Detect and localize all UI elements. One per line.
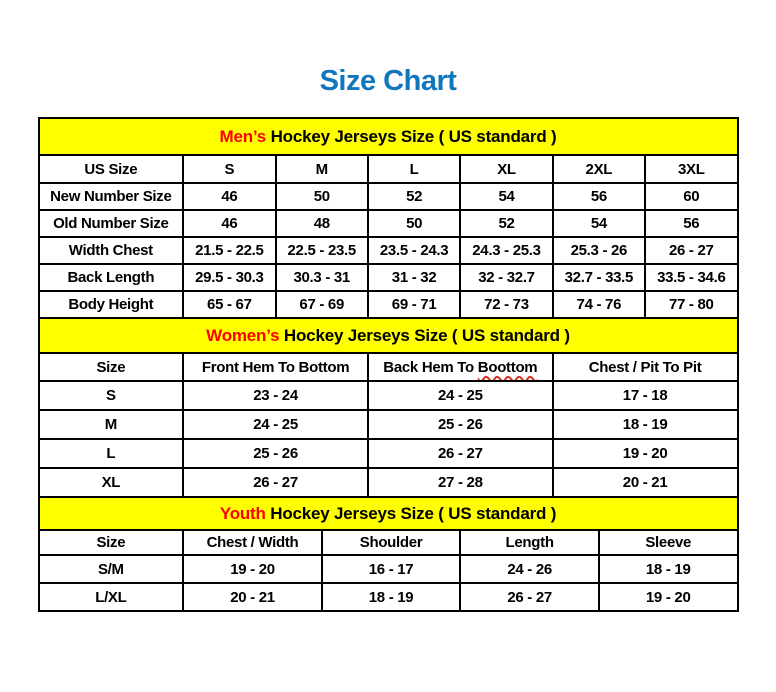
size-cell: 32.7 - 33.5: [553, 264, 645, 291]
youth-section-title: [39, 497, 738, 530]
col-header-text: Back Hem To: [383, 358, 478, 376]
size-cell: 16 - 17: [322, 555, 461, 583]
size-cell: 69 - 71: [368, 291, 460, 318]
youth-row-s-m: [39, 555, 738, 583]
size-cell: 54: [553, 210, 645, 237]
youth-size-table: [38, 496, 739, 612]
youth-col-header-sleeve: Sleeve: [599, 530, 738, 555]
row-label: L: [39, 439, 184, 468]
womens-col-header-chest-pit-to-pit: Chest / Pit To Pit: [553, 353, 738, 381]
size-cell: 18 - 19: [599, 555, 738, 583]
size-cell: 31 - 32: [368, 264, 460, 291]
size-tables: [38, 117, 739, 612]
womens-size-table: [38, 317, 739, 498]
row-label: Body Height: [39, 291, 184, 318]
size-cell: 46: [183, 210, 275, 237]
size-cell: 20 - 21: [183, 583, 322, 611]
row-label: L/XL: [39, 583, 184, 611]
size-cell: 74 - 76: [553, 291, 645, 318]
womens-row-l: [39, 439, 738, 468]
size-cell: 29.5 - 30.3: [183, 264, 275, 291]
womens-section-title-highlight: Women’s: [206, 325, 280, 345]
youth-col-header-length: Length: [460, 530, 599, 555]
youth-section-title-highlight: Youth: [219, 503, 266, 523]
size-cell: 50: [368, 210, 460, 237]
womens-section-title: [39, 318, 738, 353]
mens-row-old-number-size: [39, 210, 738, 237]
size-cell: 19 - 20: [599, 583, 738, 611]
row-label: M: [39, 410, 184, 439]
size-cell: 23.5 - 24.3: [368, 237, 460, 264]
size-cell: 23 - 24: [183, 381, 368, 410]
size-cell: 24.3 - 25.3: [460, 237, 552, 264]
row-label: XL: [39, 468, 184, 497]
page-title: Size Chart: [319, 65, 457, 97]
mens-col-header-3xl: 3XL: [645, 155, 737, 183]
row-label: Old Number Size: [39, 210, 184, 237]
size-cell: 46: [183, 183, 275, 210]
size-cell: 25 - 26: [183, 439, 368, 468]
womens-section-band: [39, 318, 738, 353]
size-cell: 26 - 27: [645, 237, 737, 264]
size-cell: 24 - 26: [460, 555, 599, 583]
size-cell: 20 - 21: [553, 468, 738, 497]
size-cell: 25.3 - 26: [553, 237, 645, 264]
womens-col-header-back-hem-to-boottom: [368, 353, 553, 381]
size-cell: 54: [460, 183, 552, 210]
size-cell: 52: [368, 183, 460, 210]
womens-row-xl: [39, 468, 738, 497]
womens-column-header-row: [39, 353, 738, 381]
size-cell: 18 - 19: [553, 410, 738, 439]
size-cell: 21.5 - 22.5: [183, 237, 275, 264]
size-cell: 50: [276, 183, 368, 210]
size-cell: 30.3 - 31: [276, 264, 368, 291]
youth-col-header-size: Size: [39, 530, 184, 555]
youth-column-header-row: [39, 530, 738, 555]
womens-row-s: [39, 381, 738, 410]
size-cell: 18 - 19: [322, 583, 461, 611]
size-cell: 60: [645, 183, 737, 210]
row-label: Width Chest: [39, 237, 184, 264]
mens-col-header-us-size: US Size: [39, 155, 184, 183]
size-cell: 25 - 26: [368, 410, 553, 439]
row-label: New Number Size: [39, 183, 184, 210]
mens-size-table: [38, 117, 739, 319]
mens-row-width-chest: [39, 237, 738, 264]
womens-col-header-size: Size: [39, 353, 184, 381]
mens-col-header-m: M: [276, 155, 368, 183]
size-cell: 24 - 25: [183, 410, 368, 439]
youth-section-title-text: Hockey Jerseys Size ( US standard ): [270, 503, 557, 523]
size-cell: 32 - 32.7: [460, 264, 552, 291]
size-cell: 56: [645, 210, 737, 237]
mens-col-header-xl: XL: [460, 155, 552, 183]
size-cell: 19 - 20: [183, 555, 322, 583]
mens-section-title: [39, 118, 738, 155]
size-cell: 56: [553, 183, 645, 210]
size-cell: 22.5 - 23.5: [276, 237, 368, 264]
misspelled-word: Boottom: [477, 358, 538, 376]
youth-row-l-xl: [39, 583, 738, 611]
mens-section-title-highlight: Men’s: [219, 126, 267, 146]
mens-row-back-length: [39, 264, 738, 291]
size-cell: 24 - 25: [368, 381, 553, 410]
size-cell: 26 - 27: [368, 439, 553, 468]
mens-col-header-2xl: 2XL: [553, 155, 645, 183]
mens-row-body-height: [39, 291, 738, 318]
size-cell: 27 - 28: [368, 468, 553, 497]
mens-col-header-l: L: [368, 155, 460, 183]
womens-col-header-front-hem-to-bottom: Front Hem To Bottom: [183, 353, 368, 381]
size-cell: 19 - 20: [553, 439, 738, 468]
size-cell: 72 - 73: [460, 291, 552, 318]
youth-col-header-chest-width: Chest / Width: [183, 530, 322, 555]
mens-row-new-number-size: [39, 183, 738, 210]
row-label: Back Length: [39, 264, 184, 291]
womens-row-m: [39, 410, 738, 439]
youth-section-band: [39, 497, 738, 530]
youth-col-header-shoulder: Shoulder: [322, 530, 461, 555]
row-label: S: [39, 381, 184, 410]
size-cell: 17 - 18: [553, 381, 738, 410]
size-cell: 33.5 - 34.6: [645, 264, 737, 291]
size-cell: 26 - 27: [460, 583, 599, 611]
size-cell: 26 - 27: [183, 468, 368, 497]
size-cell: 48: [276, 210, 368, 237]
mens-section-band: [39, 118, 738, 155]
mens-column-header-row: [39, 155, 738, 183]
size-cell: 67 - 69: [276, 291, 368, 318]
mens-section-title-text: Hockey Jerseys Size ( US standard ): [270, 126, 557, 146]
size-cell: 52: [460, 210, 552, 237]
size-cell: 65 - 67: [183, 291, 275, 318]
mens-col-header-s: S: [183, 155, 275, 183]
row-label: S/M: [39, 555, 184, 583]
size-cell: 77 - 80: [645, 291, 737, 318]
womens-section-title-text: Hockey Jerseys Size ( US standard ): [283, 325, 570, 345]
